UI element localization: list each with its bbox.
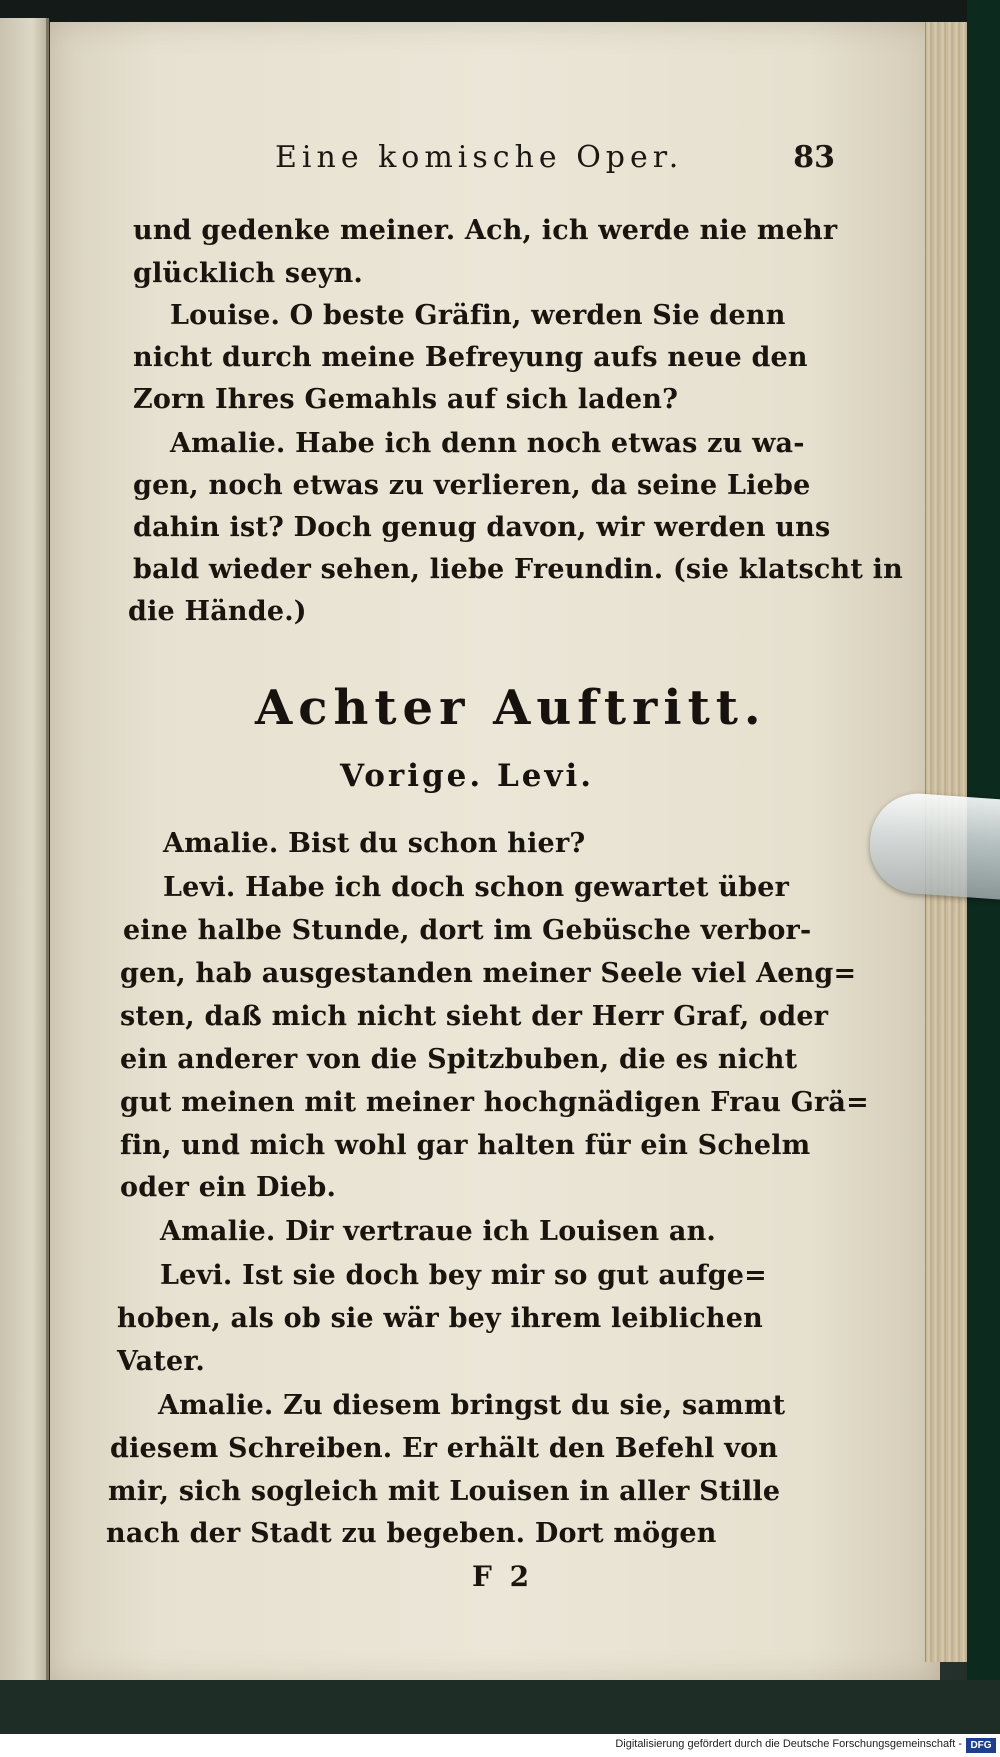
text-line: fin, und mich wohl gar halten für ein Schelm — [120, 1130, 811, 1161]
text-line: diesem Schreiben. Er erhält den Befehl von — [110, 1433, 779, 1464]
credit-text: Digitalisierung gefördert durch die Deutsche Forschungsgemeinschaft - — [615, 1738, 962, 1750]
facing-page-edge — [0, 18, 49, 1680]
text-line: gut meinen mit meiner hochgnädigen Frau Grä= — [120, 1087, 869, 1118]
text-line: die Hände.) — [128, 596, 307, 627]
text-line: nach der Stadt zu begeben. Dort mögen — [106, 1518, 717, 1549]
text-line: eine halbe Stunde, dort im Gebüsche verbor- — [123, 915, 812, 946]
credit-bar — [0, 1734, 1000, 1757]
text-line: oder ein Dieb. — [120, 1172, 337, 1203]
text-line: und gedenke meiner. Ach, ich werde nie mehr — [133, 215, 838, 246]
scene-cast: Vorige. Levi. — [340, 758, 595, 794]
page-number: 83 — [793, 140, 835, 175]
text-line: glücklich seyn. — [133, 258, 363, 289]
text-line: sten, daß mich nicht sieht der Herr Graf, oder — [120, 1001, 829, 1032]
scan-bottom-edge — [0, 1680, 1000, 1734]
text-line: ein anderer von die Spitzbuben, die es nicht — [120, 1044, 798, 1075]
scan-top-edge — [0, 0, 1000, 22]
scene-heading: Achter Auftritt. — [255, 680, 767, 736]
text-line: Amalie. Dir vertraue ich Louisen an. — [160, 1216, 717, 1247]
text-line: mir, sich sogleich mit Louisen in aller Stille — [108, 1476, 781, 1507]
running-title: Eine komische Oper. — [275, 140, 684, 175]
text-line: gen, noch etwas zu verlieren, da seine Liebe — [133, 470, 811, 501]
text-line: hoben, als ob sie wär bey ihrem leiblichen — [117, 1303, 763, 1334]
text-line: Amalie. Habe ich denn noch etwas zu wa- — [170, 428, 805, 459]
text-line: Amalie. Bist du schon hier? — [163, 828, 586, 859]
text-line: bald wieder sehen, liebe Freundin. (sie klatscht in — [133, 554, 903, 585]
text-line: Louise. O beste Gräfin, werden Sie denn — [170, 300, 786, 331]
text-line: Levi. Ist sie doch bey mir so gut aufge= — [160, 1260, 768, 1291]
dfg-logo: DFG — [966, 1738, 996, 1753]
text-line: nicht durch meine Befreyung aufs neue den — [133, 342, 808, 373]
text-line: dahin ist? Doch genug davon, wir werden uns — [133, 512, 831, 543]
signature-mark: F 2 — [472, 1560, 534, 1593]
text-line: Zorn Ihres Gemahls auf sich laden? — [133, 384, 679, 415]
text-line: gen, hab ausgestanden meiner Seele viel Aeng= — [120, 958, 857, 989]
text-line: Amalie. Zu diesem bringst du sie, sammt — [158, 1390, 786, 1421]
page-header — [275, 140, 835, 188]
text-line: Levi. Habe ich doch schon gewartet über — [163, 872, 790, 903]
text-line: Vater. — [117, 1346, 205, 1377]
